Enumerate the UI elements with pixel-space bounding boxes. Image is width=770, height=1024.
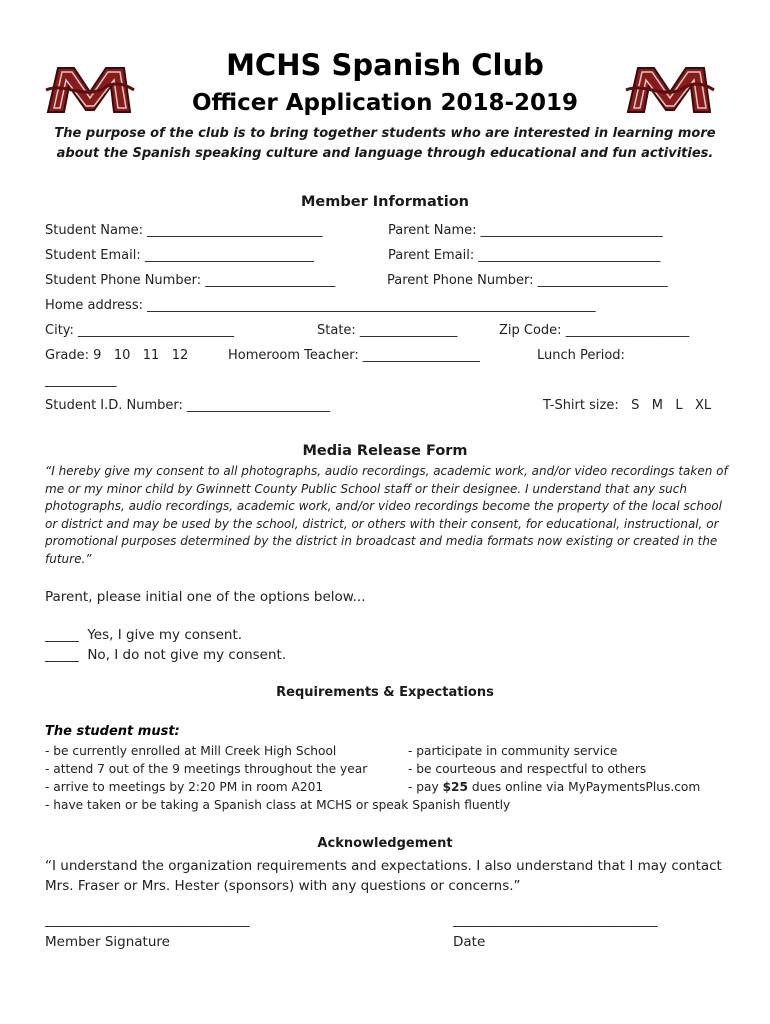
tshirt-size-options[interactable]: T-Shirt size: S M L XL — [543, 398, 712, 413]
lunch-period-field[interactable]: ___________ — [45, 373, 117, 388]
dues-prefix: - pay — [408, 780, 443, 794]
requirement-item: - arrive to meetings by 2:20 PM in room A201 — [45, 780, 324, 794]
home-address-field[interactable]: Home address: _____________________________________________________________________ — [45, 298, 596, 313]
date-label: Date — [453, 934, 486, 950]
requirements-heading: Requirements & Expectations — [276, 685, 494, 700]
lunch-period-label: Lunch Period: — [537, 348, 625, 363]
parent-phone-field[interactable]: Parent Phone Number: ____________________ — [387, 273, 668, 288]
grade-options[interactable]: Grade: 9 10 11 12 — [45, 348, 189, 363]
consent-no-option[interactable]: _____ No, I do not give my consent. — [45, 647, 287, 663]
consent-yes-option[interactable]: _____ Yes, I give my consent. — [45, 627, 243, 643]
requirement-item: - be currently enrolled at Mill Creek High School — [45, 744, 337, 758]
page-title: MCHS Spanish Club — [226, 48, 544, 82]
zip-field[interactable]: Zip Code: ___________________ — [499, 323, 690, 338]
member-signature-label: Member Signature — [45, 934, 170, 950]
purpose-statement: The purpose of the club is to bring together students who are interested in learning more about the Spanish speaking culture and language through educational and fun activities. — [54, 126, 716, 161]
state-field[interactable]: State: _______________ — [317, 323, 458, 338]
student-phone-field[interactable]: Student Phone Number: ____________________ — [45, 273, 336, 288]
media-release-heading: Media Release Form — [302, 443, 468, 459]
dues-amount: $25 — [442, 780, 469, 794]
city-field[interactable]: City: ________________________ — [45, 323, 235, 338]
requirement-item: - be courteous and respectful to others — [408, 762, 647, 776]
date-line[interactable]: __________________________________ — [453, 913, 657, 928]
parent-name-field[interactable]: Parent Name: ____________________________ — [388, 223, 663, 238]
requirement-item: - attend 7 out of the 9 meetings throughout the year — [45, 762, 368, 776]
requirement-item-dues — [408, 780, 700, 794]
page-subtitle: Officer Application 2018-2019 — [191, 90, 579, 116]
media-release-statement: “I hereby give my consent to all photographs, audio recordings, academic work, and/or video recordings taken of me or my minor child by Gwinnett County Public School staff or their designee. I understand that any such photographs, audio recordings, academic work, and/or video recordings become the property of the local school or district and may be used by the school, district, or others with their consent, for educational, instructional, or promotional purposes determined by the district in broadcast and media formats now existing or created in the future.” — [45, 464, 728, 566]
requirement-item: - have taken or be taking a Spanish class at MCHS or speak Spanish fluently — [45, 798, 511, 812]
consent-instruction: Parent, please initial one of the options below... — [45, 589, 366, 605]
student-id-field[interactable]: Student I.D. Number: ______________________ — [45, 398, 331, 413]
student-name-field[interactable]: Student Name: ___________________________ — [45, 223, 323, 238]
student-email-field[interactable]: Student Email: __________________________ — [45, 248, 314, 263]
parent-email-field[interactable]: Parent Email: ____________________________ — [388, 248, 661, 263]
member-signature-line[interactable]: __________________________________ — [45, 913, 249, 928]
dues-suffix: dues online via MyPaymentsPlus.com — [468, 780, 701, 794]
requirements-lead: The student must: — [45, 724, 180, 739]
acknowledgement-statement: “I understand the organization requirements and expectations. I also understand that I may contact Mrs. Fraser or Mrs. Hester (sponsors) with any questions or concerns.” — [45, 858, 722, 894]
requirement-item: - participate in community service — [408, 744, 618, 758]
acknowledgement-heading: Acknowledgement — [317, 836, 453, 851]
homeroom-field[interactable]: Homeroom Teacher: __________________ — [228, 348, 480, 363]
member-info-heading: Member Information — [300, 194, 469, 210]
